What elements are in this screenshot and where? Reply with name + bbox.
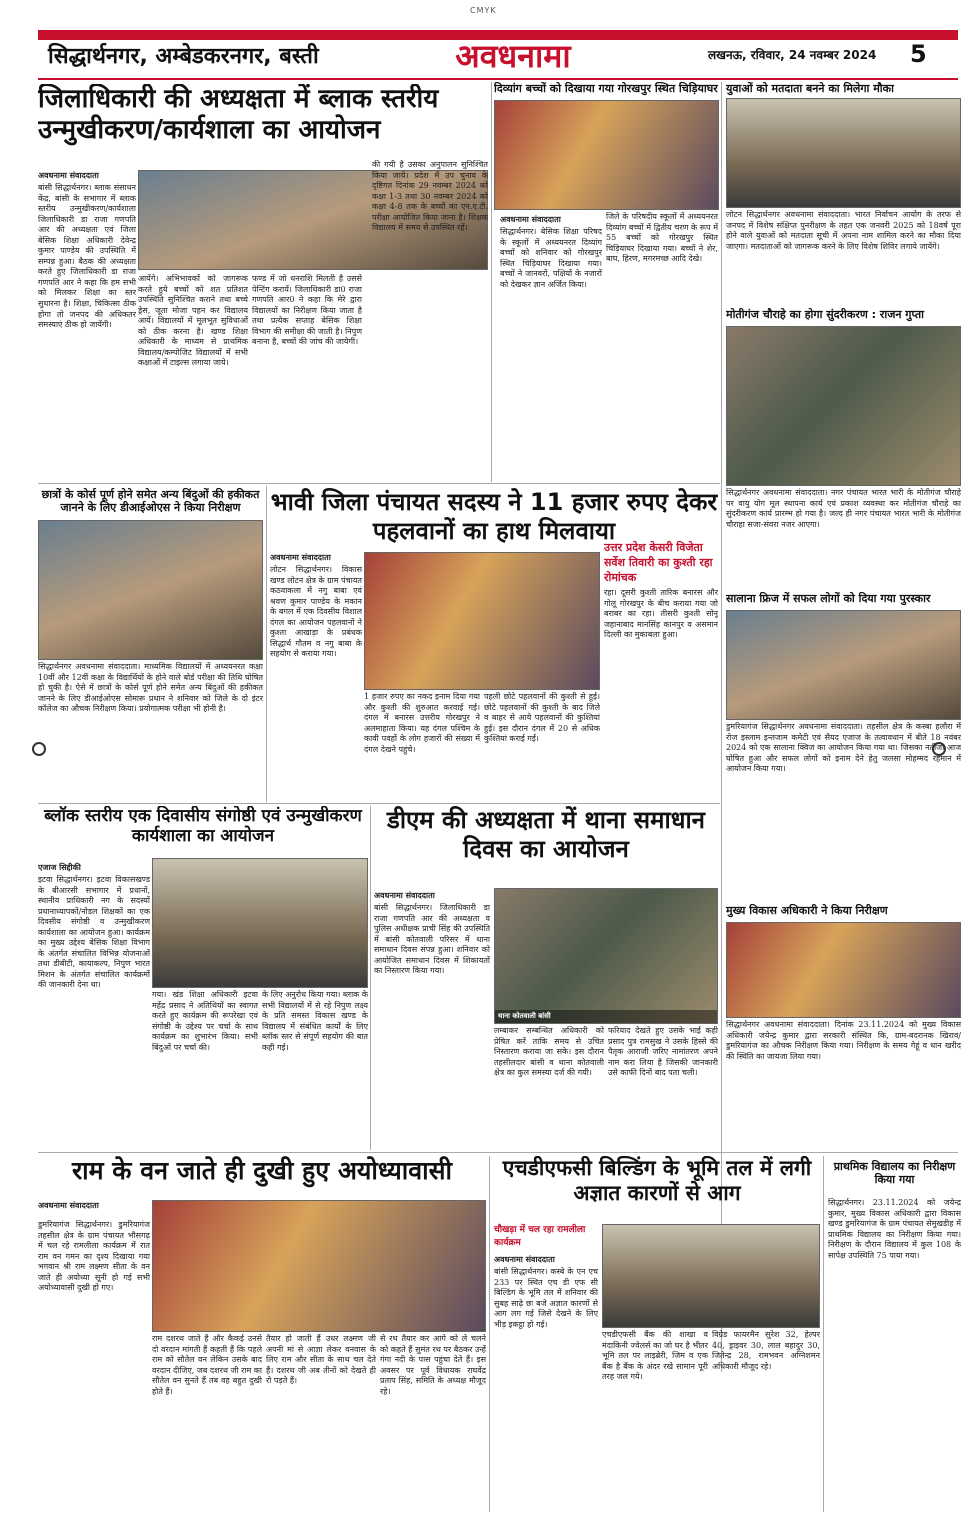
article-body: से रथ तैयार कर आगे को ले चलने को कहते हैं सुमंत रथ पर बैठकर उन्हें गंगा नदी के पास पहुंचा देते हैं। इस अवसर पर पूर्व विधायक राघवेंद्र प्रताप सिंह, समिति के अध्यक्ष मौजूद रहे। [380, 1334, 486, 1396]
zoo-photo [494, 100, 719, 210]
article-body: इटवा सिद्धार्थनगर। इटवा विकासखण्ड के बीआरसी सभागार में प्रधानों, स्थानीय प्राधिकारी नग के सदस्यों प्रधानाध्यापकों/नोडल शिक्षकों का एक दिवसीय संगोष्ठी व उन्मुखीकरण कार्यशाला का आयोजन हुआ। कार्यक्रम का मुख्य उद्देश्य बेसिक शिक्षा विभाग के अंतर्गत संचालित विभिन्न योजनाओं तथा डीबीटी, कायाकल्प, निपुण भारत मिशन के अंतर्गत संचालित कार्यक्रमों की जानकारी देना था। [38, 875, 150, 990]
chowk-photo [726, 326, 961, 486]
headline: एचडीएफसी बिल्डिंग के भूमि तल में लगी अज्ञात कारणों से आग [502, 1156, 812, 1206]
article-body: के लिए अनुरोध किया गया। ब्लाक के सभी विद्यालयों में से रहे निपुण लक्ष्य के प्रति समस्त विकास खण्ड के विद्यालय में संबंधित कार्यों के लिए ब्लॉक स्तर से संपूर्ण सहयोग की बात कही गई। [262, 990, 368, 1052]
article-body: फरियाद देखते हुए उसके भाई कही प्रसाद पुत्र रामसुख ने उसके हिस्से की पैतृक आराजी जरिए नामांतरण अपने नाम करा लिया है जिसकी जानकारी उसे काफी दिनों बाद पता चली। [608, 1026, 718, 1078]
headline: डीएम की अध्यक्षता में थाना समाधान दिवस का आयोजन [386, 806, 706, 863]
article-column [38, 168, 136, 480]
article-body: रहा। दूसरी कुश्ती तारिक बनारस और गोलू गोरखपुर के बीच कराया गया जो बराबर का रहा। तीसरी कुश्ती सोनू जहानाबाद मानसिंह कानपुर व असमान दिल्ली का मुकाबला हुआ। [604, 588, 718, 640]
newspaper-logo: अवधनामा [455, 37, 571, 75]
byline: अवधनामा संवाददाता [374, 891, 435, 900]
article-body: डुमरियागंज सिद्धार्थनगर अवधनामा संवाददाता। तहसील क्षेत्र के कस्बा हलौरा में रोज इस्लाम इन्तजाम कमेटी एवं सैयद एजाज के तत्वावधान में बीते 18 नवंबर 2024 को एक सालाना क्विज का आयोजन किया गया था। जिसका नतीजा आज घोषित हुआ और सफल लोगों को इनाम देने हेतु जलसा मोहम्मद रहमान में आयोजन किया गया। [726, 722, 961, 774]
police-station-photo [494, 888, 718, 1024]
article-body: बांसी सिद्धार्थनगर। जिलाधिकारी डा राजा गणपति आर की अध्यक्षता व पुलिस अधीक्षक प्राची सिंह की उपस्थिति में बांसी कोतवाली परिसर में थाना समाधान दिवस संपन्न हुआ। शनिवार को आयोजित समाधान दिवस में शिकायतों का निस्तारण किया गया। [374, 903, 490, 976]
article-body: सिद्धार्थनगर अवधनामा संवाददाता। माध्यमिक विद्यालयों में अध्ययनरत कक्षा 10वीं और 12वीं कक्षा के विद्यार्थियों के होने वाले बोर्ड परीक्षा की तिथि घोषित हो चुकी है। ऐसे में छात्रों के कोर्स पूर्ण होने समेत अन्य बिंदुओं की हकीकत जानने के लिए डीआईओएस सोमारू प्रधान ने शनिवार को जिले के दो इंटर कॉलेज का औचक निरीक्षण किया। प्रयोगात्मक परीक्षा भी होनी है। [38, 662, 263, 714]
voter-photo [726, 98, 961, 208]
headline: भावी जिला पंचायत सदस्य ने 11 हजार रुपए देकर पहलवानों का हाथ मिलवाया [270, 488, 718, 545]
article-body: सिद्धार्थनगर। 23.11.2024 को जयेन्द्र कुमार, मुख्य विकास अधिकारी द्वारा विकास खण्ड डुमरियागंज के ग्राम पंचायत सेमुखडीह में प्राथमिक विद्यालय का निरीक्षण किया गया। निरीक्षण के दौरान विद्यालय में कुल 108 के सापेक्ष उपस्थिति 75 पाया गया। [828, 1198, 961, 1260]
article-body: लोटन सिद्धार्थनगर अवधनामा संवाददाता। भारत निर्वाचन आयोग के तरफ से जनपद में विशेष संक्षिप्त पुनरीक्षण के तहत एक जनवरी 2025 को 18वर्ष पूरा होने वाले युवाओं को मतदाता सूची में अपना नाम शामिल करने का मौका दिया जाएगा। मतदाताओं को जागरूक करने के लिए विशेष शिविर लगाये जायेंगे। [726, 210, 961, 251]
inspection-photo [38, 520, 263, 660]
article-body: फण्ड में जो धनराशि मिलती है उससे पेन्टिंग करायें। जिलाधिकारी डा0 राजा गणपति आर0 ने कहा कि मेरे द्वारा विद्यालयों का निरीक्षण किया जाता है तथा प्रत्येक सप्ताह बेसिक शिक्षा विभाग की समीक्षा की जाती है। निपुण बनाना है, बच्चों की जांच की जायेगी। [252, 274, 362, 347]
article-body: पहली छोटे पहलवानों की कुश्ती से हुई। छोटे पहलवानों की कुश्ती के बाद जिले व बाहर से आये पहलवानों की कुश्तियां हुई। इस दौरान दंगल में 20 से अधिक कुश्तियां कराई गईं। [484, 692, 600, 744]
article-body: आयेंगे। अभिभावकों को जागरूक करते हुये बच्चों को शत प्रतिशत उपस्थिति सुनिश्चित कराने तथा बच्चे ड्रेस, जूता मोजा पहन कर विद्यालय आयें। विद्यालयों में मूलभूत सुविधाओं को ठीक करना है। खण्ड शिक्षा अधिकारी के माध्यम से प्राथमिक विद्यालय/कम्पोजिट विद्यालयों में सभी कक्षाओं में टाइल्स लगाया जाये। [138, 274, 248, 368]
wrestling-photo [364, 552, 600, 690]
headline: जिलाधिकारी की अध्यक्षता में ब्लाक स्तरीय उन्मुखीकरण/कार्यशाला का आयोजन [38, 84, 439, 146]
byline: अवधनामा संवाददाता [500, 215, 561, 224]
headline: मोतीगंज चौराहे का होगा सुंदरीकरण : राजन गुप्ता [726, 308, 924, 321]
byline: एजाज सिद्दीकी [38, 863, 81, 872]
article-dm-block-workshop [38, 84, 488, 164]
article-body: की गयी है उसका अनुपालन सुनिश्चित किया जाये। प्रदेश में उप चुनाव के दृष्टिगत दिनांक 29 नवम्बर 2024 को कक्षा 1-3 तथा 30 नवम्बर 2024 को कक्षा 4-8 तक के बच्चों का एन.ए.टी. परीक्षा आयोजित किया जाना है। शिक्षक विद्यालय में समय से उपस्थित रहें। [372, 160, 488, 233]
article-body: 1 हजार रुपए का नकद इनाम दिया गया और कुश्ती की शुरुआत करवाई गई। दंगल में बनारस उत्तरीय गोरखपुर ने अलमाहाता किया। यह दंगल पश्चिम के कावी पवहों के लोग हजारों की संख्या में दंगल देखने पहुंचे। [364, 692, 480, 754]
byline: अवधनामा संवाददाता [494, 1255, 555, 1264]
article-body: डुमरियागंज सिद्धार्थनगर। डुमरियागंज तहसील क्षेत्र के ग्राम पंचायत भौसगढ़ में चल रहे रामलीला कार्यक्रम में रात राम वन गमन का दृश्य दिखाया गया भगवान श्री राम लक्ष्मण सीता के वन जाते ही अयोध्या सूनी हो गई सभी अयोध्यावासी दुखी हो गए। [38, 1220, 150, 1293]
headline: मुख्य विकास अधिकारी ने किया निरीक्षण [726, 904, 888, 917]
ramleela-photo [152, 1200, 486, 1332]
article-body: तैयार हो जाती हैं उधर लक्ष्मण जी अपनी मां से आज्ञा लेकर वनवास के लिए राम और सीता के साथ चल देते हैं। दशरथ जी अब तीनों को देखते ही रो पड़ते हैं। [266, 1334, 376, 1386]
article-body: गया। खंड शिक्षा अधिकारी इटवा महेंद्र प्रसाद ने अतिथियों का स्वागत करते हुए कार्यक्रम की रूपरेखा एवं संगोष्ठी के उद्देश्य पर चर्चा के साथ कार्यक्रम का शुभारंभ किया। सभी बिंदुओं पर चर्चा की। [152, 990, 258, 1052]
article-body: लम्बाकर सम्बन्धित अधिकारी को प्रेषित करें ताकि समय से उचित निस्तारण कराया जा सके। इस दौरान तहसीलदार बांसी व थाना कोतवाली क्षेत्र का कुल समस्या दर्ज की गयी। [494, 1026, 604, 1078]
article-body: बांसी सिद्धार्थनगर। कस्बे के एन एच 233 पर स्थित एच डी एफ सी बिल्डिंग के भूमि तल में शनिवार की सुबह साढ़े छः बजे अज्ञात कारणों से आग लग गई जिसे देखने के लिए भीड़ इकट्ठा हो गई। [494, 1267, 598, 1329]
byline: अवधनामा संवाददाता [38, 171, 99, 180]
masthead-rule [38, 78, 958, 80]
headline: राम के वन जाते ही दुखी हुए अयोध्यावासी [71, 1156, 453, 1185]
quiz-photo [726, 610, 961, 720]
headline: युवाओं को मतदाता बनने का मिलेगा मौका [726, 82, 894, 95]
cdo-inspection-photo [726, 922, 961, 1018]
seminar-photo [152, 858, 368, 988]
byline: अवधनामा संवाददाता [270, 553, 331, 562]
page-number: 5 [910, 40, 927, 68]
article-body: बांसी सिद्धार्थनगर। ब्लाक संसाधन केंद्र, बांसी के सभागार में ब्लाक स्तरीय उन्मुखीकरण/कार्यशाला जिलाधिकारी डा राजा गणपति आर की अध्यक्षता एवं जिला बेसिक शिक्षा अधिकारी देवेन्द्र कुमार पाण्डेय की उपस्थिति में सम्पन्न हुआ। बैठक की अध्यक्षता करते हुए जिलाधिकारी डा राजा गणपति आर ने कहा कि हम सभी को मिलकर शिक्षा का स्तर सुधारना है। शिक्षा, चिकित्सा ठीक होगा तो जनपद की अधिकतर समस्याएं ठीक हो जायेंगी। [38, 183, 136, 330]
edition-date: लखनऊ, रविवार, 24 नवम्बर 2024 [708, 48, 877, 62]
article-body: सिद्धार्थनगर। बेसिक शिक्षा परिषद के स्कूलों में अध्ययनरत दिव्यांग बच्चों को शनिवार को गोरखपुर स्थित चिड़ियाघर दिखाया गया। बच्चों ने जानवरों, पक्षियों के नजारों को देखकर ज्ञान अर्जित किया। [500, 227, 602, 289]
headline: छात्रों के कोर्स पूर्ण होने समेत अन्य बिंदुओं की हकीकत जानने के लिए डीआईओएस ने किया निरीक्षण [41, 488, 260, 515]
edition-cities: सिद्धार्थनगर, अम्बेडकरनगर, बस्ती [48, 44, 319, 69]
byline: अवधनामा संवाददाता [38, 1201, 99, 1210]
headline: सालाना फ्रिज में सफल लोगों को दिया गया पुरस्कार [726, 592, 931, 605]
highlight-box: चौखड़ा में चल रहा रामलीला कार्यक्रम [494, 1225, 586, 1248]
fire-building-photo [602, 1224, 820, 1328]
article-body: विग्रेड फायरमैन सुरेश 32, हेल्पर 40, ड्राइवर 30, लाल बहादुर 30, जितेन्द्र 28, रामभवन अग्निशमन अधिकारी मौजूद रहे। [712, 1330, 820, 1371]
color-register: CMYK [470, 6, 497, 15]
station-sign: थाना कोतवाली बांसी [495, 1010, 717, 1023]
article-body: सिद्धार्थनगर अवधनामा संवाददाता। दिनांक 23.11.2024 को मुख्य विकास अधिकारी जयेन्द्र कुमार द्वारा सरकारी संस्थित कि, ग्राम-बदरानक खिराव/डुमरियागंज का औचक निरीक्षण किया गया। निरीक्षण के समय गेहूं व धान खरीद की स्थिति का जायजा लिया गया। [726, 1020, 961, 1061]
article-body: एचडीएफसी बैंक की शाखा व मंदाकिनी ज्वेलर्स का जो घर है भीतर भूमि तल पर लाइब्रेरी, जिम व एक बैंक है बैंक के अंदर रखे सामान पूरी तरह जल गये। [602, 1330, 708, 1382]
highlight-box: उत्तर प्रदेश केसरी विजेता सर्वेश तिवारी का कुश्ती रहा रोमांचक [604, 541, 713, 584]
article-body: सिद्धार्थनगर अवधनामा संवाददाता। नगर पंचायत भारत भारी के मोतीगंज चौराहे पर वायु योग मूल स्थापना कार्य एवं प्रकाश व्यवस्था कर मोतीगंज चौराहे का सुंदरीकरण कार्य प्रारम्भ हो गया है। जल्द ही नगर पंचायत भारत भारी के मोतीगंज चौराहा सजा-संवरा नजर आएगा। [726, 488, 961, 529]
article-body: लोटन सिद्धार्थनगर। विकास खण्ड लोटन क्षेत्र के ग्राम पंचायत कठवाकला में नगु बाबा एवं श्रवण कुमार पाण्डेय के मकान के बगल में एक दिवसीय विशाल दंगल का आयोजन पहलवानों ने कुश्ता आखाड़ा के प्रबंधक सिद्धार्थ गौतम व नगु बाबा के सहयोग से कराया गया। [270, 565, 362, 659]
headline: दिव्यांग बच्चों को दिखाया गया गोरखपुर स्थित चिड़ियाघर [494, 82, 718, 95]
article-body: जिले के परिषदीय स्कूलों में अध्ययनरत दिव्यांग बच्चों में द्वितीय चरण के रूप में 55 बच्चों को गोरखपुर स्थित चिड़ियाघर दिखाया गया। बच्चों ने शेर, बाघ, हिरण, मगरमच्छ आदि देखे। [606, 212, 718, 264]
headline: ब्लॉक स्तरीय एक दिवासीय संगोष्ठी एवं उन्मुखीकरण कार्यशाला का आयोजन [44, 806, 362, 847]
article-body: राम दशरथ जाते हैं और कैकई उनसे दो वरदान मांगती हैं कहती हैं कि पहले राम को सौतेल वन लेकिन उसके बाद वरदान दीजिए, जब दशरथ जी राम का सौतेल वन सुनते हैं तब वह बहुत दुखी होते हैं। [152, 1334, 262, 1396]
headline: प्राथमिक विद्यालय का निरीक्षण किया गया [833, 1160, 956, 1187]
